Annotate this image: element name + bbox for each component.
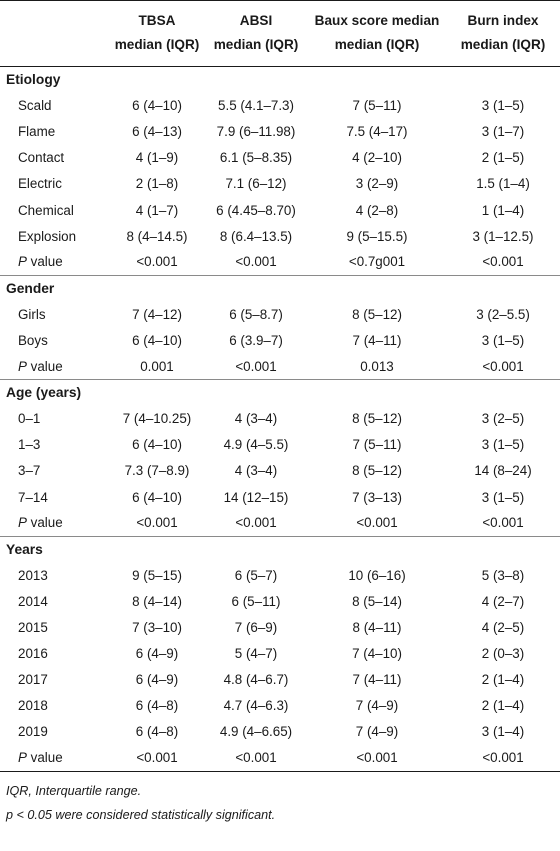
header-burn-line2: median (IQR) bbox=[460, 37, 546, 52]
header-absi-line1: ABSI bbox=[239, 13, 273, 28]
table-row bbox=[0, 223, 560, 249]
pvalue-tbsa: 0.001 bbox=[140, 358, 174, 374]
table-body bbox=[0, 67, 560, 772]
row-label: 2017 bbox=[18, 672, 48, 688]
pvalue-suffix: value bbox=[26, 358, 63, 374]
cell-absi: 6.1 (5–8.35) bbox=[219, 150, 293, 166]
table-row bbox=[0, 119, 560, 145]
cell-burn: 2 (0–3) bbox=[481, 646, 525, 662]
cell-burn: 1 (1–4) bbox=[481, 202, 525, 218]
table-row bbox=[0, 458, 560, 484]
pvalue-tbsa: <0.001 bbox=[110, 745, 204, 771]
cell-burn: 2 (1–5) bbox=[481, 150, 525, 166]
pvalue-tbsa: <0.001 bbox=[136, 254, 178, 270]
table-row bbox=[0, 171, 560, 197]
pvalue-label bbox=[0, 354, 110, 380]
table-row bbox=[0, 693, 560, 719]
header-absi bbox=[204, 1, 308, 67]
pvalue-baux: <0.7g001 bbox=[348, 254, 406, 270]
row-label: Contact bbox=[18, 150, 65, 166]
header-tbsa bbox=[110, 1, 204, 67]
row-label: 2015 bbox=[18, 620, 48, 636]
footnote-significance: p < 0.05 were considered statistically significant. bbox=[6, 807, 276, 822]
row-label: 2019 bbox=[18, 724, 48, 740]
cell-absi: 7 (6–9) bbox=[234, 620, 278, 636]
pvalue-suffix: value bbox=[26, 750, 63, 766]
cell-baux: 7 (4–11) bbox=[352, 332, 402, 348]
pvalue-suffix: value bbox=[26, 515, 63, 531]
cell-burn: 3 (2–5) bbox=[481, 411, 525, 427]
cell-absi: 7.1 (6–12) bbox=[225, 176, 287, 192]
cell-tbsa: 6 (4–9) bbox=[135, 672, 179, 688]
row-label: 3–7 bbox=[18, 463, 41, 479]
pvalue-absi: <0.001 bbox=[235, 358, 277, 374]
cell-burn: 3 (1–5) bbox=[481, 437, 525, 453]
cell-tbsa: 6 (4–8) bbox=[135, 698, 179, 714]
table-row bbox=[0, 667, 560, 693]
pvalue-row bbox=[0, 510, 560, 536]
table-row bbox=[0, 432, 560, 458]
cell-burn: 2 (1–4) bbox=[481, 698, 525, 714]
section-row bbox=[0, 275, 560, 301]
table-row bbox=[0, 406, 560, 432]
row-label: Electric bbox=[18, 176, 62, 192]
cell-burn: 4 (2–5) bbox=[481, 620, 525, 636]
header-baux bbox=[308, 1, 446, 67]
cell-burn: 3 (1–4) bbox=[481, 724, 525, 740]
cell-tbsa: 4 (1–7) bbox=[135, 202, 179, 218]
table-row bbox=[0, 197, 560, 223]
row-label: Flame bbox=[18, 124, 56, 140]
pvalue-letter: P bbox=[18, 358, 27, 374]
pvalue-baux: <0.001 bbox=[356, 515, 398, 531]
pvalue-row bbox=[0, 354, 560, 380]
table-row bbox=[0, 301, 560, 327]
cell-absi: 6 (3.9–7) bbox=[229, 332, 283, 348]
pvalue-baux: 0.013 bbox=[360, 358, 394, 374]
cell-tbsa: 6 (4–8) bbox=[135, 724, 179, 740]
cell-absi: 6 (5–7) bbox=[234, 567, 278, 583]
header-baux-line2: median (IQR) bbox=[334, 37, 420, 52]
cell-absi: 4 (3–4) bbox=[234, 463, 278, 479]
cell-tbsa: 7 (3–10) bbox=[132, 620, 182, 636]
row-label: 2014 bbox=[18, 593, 48, 609]
cell-tbsa: 6 (4–9) bbox=[135, 646, 179, 662]
cell-burn: 5 (3–8) bbox=[481, 567, 525, 583]
table-row bbox=[0, 327, 560, 353]
cell-absi: 4.9 (4–5.5) bbox=[223, 437, 289, 453]
header-baux-line1: Baux score median bbox=[314, 13, 440, 28]
cell-baux: 8 (5–14) bbox=[352, 593, 402, 609]
pvalue-row bbox=[0, 249, 560, 275]
cell-tbsa: 7.3 (7–8.9) bbox=[124, 463, 190, 479]
cell-absi: 4.8 (4–6.7) bbox=[223, 672, 289, 688]
cell-tbsa: 7 (4–12) bbox=[132, 306, 182, 322]
pvalue-burn: <0.001 bbox=[482, 254, 524, 270]
section-title: Etiology bbox=[6, 72, 61, 88]
cell-tbsa: 6 (4–10) bbox=[132, 489, 182, 505]
cell-baux: 10 (6–16) bbox=[348, 567, 406, 583]
table-row bbox=[0, 484, 560, 510]
pvalue-label bbox=[0, 249, 110, 275]
cell-burn: 2 (1–4) bbox=[481, 672, 525, 688]
cell-burn: 3 (1–7) bbox=[481, 124, 525, 140]
pvalue-letter: P bbox=[18, 254, 27, 270]
cell-tbsa: 6 (4–13) bbox=[132, 124, 182, 140]
cell-baux: 7 (4–9) bbox=[355, 698, 399, 714]
row-label: Explosion bbox=[18, 228, 77, 244]
cell-tbsa: 7 (4–10.25) bbox=[122, 411, 192, 427]
table-header bbox=[0, 1, 560, 67]
table-row bbox=[0, 614, 560, 640]
cell-absi: 4.9 (4–6.65) bbox=[219, 724, 293, 740]
pvalue-absi: <0.001 bbox=[235, 254, 277, 270]
section-title: Years bbox=[0, 536, 560, 562]
cell-burn: 14 (8–24) bbox=[474, 463, 532, 479]
pvalue-label bbox=[0, 745, 110, 771]
cell-burn: 3 (1–5) bbox=[481, 98, 525, 114]
cell-baux: 8 (5–12) bbox=[352, 463, 402, 479]
section-row bbox=[0, 380, 560, 406]
row-label: 2018 bbox=[18, 698, 48, 714]
section-title: Gender bbox=[0, 275, 560, 301]
cell-burn: 3 (1–5) bbox=[481, 332, 525, 348]
cell-burn: 1.5 (1–4) bbox=[476, 176, 530, 192]
header-burn-line1: Burn index bbox=[467, 13, 539, 28]
cell-burn: 4 (2–7) bbox=[481, 593, 525, 609]
pvalue-tbsa: <0.001 bbox=[136, 515, 178, 531]
header-tbsa-line1: TBSA bbox=[138, 13, 176, 28]
header-blank bbox=[0, 1, 110, 67]
section-title: Age (years) bbox=[0, 380, 560, 406]
section-row bbox=[0, 536, 560, 562]
cell-baux: 8 (4–11) bbox=[352, 620, 402, 636]
cell-absi: 5.5 (4.1–7.3) bbox=[218, 98, 294, 114]
table-row bbox=[0, 641, 560, 667]
cell-tbsa: 8 (4–14) bbox=[132, 593, 182, 609]
header-absi-line2: median (IQR) bbox=[213, 37, 299, 52]
cell-absi: 7.9 (6–11.98) bbox=[216, 124, 296, 140]
table-footnotes bbox=[0, 772, 560, 827]
cell-baux: 7 (5–11) bbox=[352, 437, 402, 453]
pvalue-absi: <0.001 bbox=[204, 745, 308, 771]
pvalue-absi: <0.001 bbox=[235, 515, 277, 531]
table-row bbox=[0, 588, 560, 614]
pvalue-letter: P bbox=[18, 515, 27, 531]
pvalue-label bbox=[0, 510, 110, 536]
cell-baux: 7.5 (4–17) bbox=[346, 124, 408, 140]
row-label: Boys bbox=[18, 332, 48, 348]
row-label: 2016 bbox=[18, 646, 48, 662]
row-label: Scald bbox=[18, 98, 52, 114]
row-label: 0–1 bbox=[18, 411, 41, 427]
header-burn-index bbox=[446, 1, 560, 67]
cell-absi: 6 (5–11) bbox=[231, 593, 281, 609]
cell-tbsa: 8 (4–14.5) bbox=[126, 228, 188, 244]
cell-tbsa: 2 (1–8) bbox=[135, 176, 179, 192]
cell-baux: 3 (2–9) bbox=[355, 176, 399, 192]
cell-baux: 8 (5–12) bbox=[352, 411, 402, 427]
cell-baux: 8 (5–12) bbox=[352, 306, 402, 322]
cell-baux: 7 (4–9) bbox=[355, 724, 399, 740]
cell-absi: 6 (4.45–8.70) bbox=[216, 202, 296, 218]
header-tbsa-line2: median (IQR) bbox=[114, 37, 200, 52]
pvalue-suffix: value bbox=[26, 254, 63, 270]
cell-absi: 8 (6.4–13.5) bbox=[219, 228, 293, 244]
cell-baux: 7 (3–13) bbox=[352, 489, 402, 505]
pvalue-letter: P bbox=[18, 750, 27, 766]
row-label: Chemical bbox=[18, 202, 74, 218]
pvalue-burn: <0.001 bbox=[482, 358, 524, 374]
cell-absi: 6 (5–8.7) bbox=[229, 306, 283, 322]
pvalue-burn: <0.001 bbox=[446, 745, 560, 771]
cell-absi: 5 (4–7) bbox=[234, 646, 278, 662]
cell-burn: 3 (2–5.5) bbox=[476, 306, 530, 322]
row-label: 2013 bbox=[18, 567, 48, 583]
table-row bbox=[0, 145, 560, 171]
cell-tbsa: 6 (4–10) bbox=[132, 437, 182, 453]
cell-baux: 4 (2–8) bbox=[355, 202, 399, 218]
cell-absi: 14 (12–15) bbox=[223, 489, 289, 505]
cell-tbsa: 6 (4–10) bbox=[132, 332, 182, 348]
cell-baux: 7 (5–11) bbox=[352, 98, 402, 114]
row-label: 7–14 bbox=[18, 489, 48, 505]
table-row bbox=[0, 719, 560, 745]
table-row bbox=[0, 562, 560, 588]
section-row bbox=[0, 67, 560, 93]
cell-tbsa: 9 (5–15) bbox=[132, 567, 182, 583]
cell-absi: 4.7 (4–6.3) bbox=[223, 698, 289, 714]
table-row bbox=[0, 93, 560, 119]
pvalue-burn: <0.001 bbox=[482, 515, 524, 531]
footnote-iqr: IQR, Interquartile range. bbox=[6, 783, 142, 798]
cell-tbsa: 6 (4–10) bbox=[132, 98, 182, 114]
cell-baux: 9 (5–15.5) bbox=[346, 228, 408, 244]
cell-baux: 7 (4–10) bbox=[352, 646, 402, 662]
row-label: 1–3 bbox=[18, 437, 41, 453]
cell-burn: 3 (1–12.5) bbox=[472, 228, 534, 244]
cell-baux: 7 (4–11) bbox=[352, 672, 402, 688]
cell-absi: 4 (3–4) bbox=[234, 411, 278, 427]
cell-baux: 4 (2–10) bbox=[352, 150, 402, 166]
row-label: Girls bbox=[18, 306, 46, 322]
pvalue-row bbox=[0, 745, 560, 771]
cell-tbsa: 4 (1–9) bbox=[135, 150, 179, 166]
cell-burn: 3 (1–5) bbox=[481, 489, 525, 505]
pvalue-baux: <0.001 bbox=[308, 745, 446, 771]
